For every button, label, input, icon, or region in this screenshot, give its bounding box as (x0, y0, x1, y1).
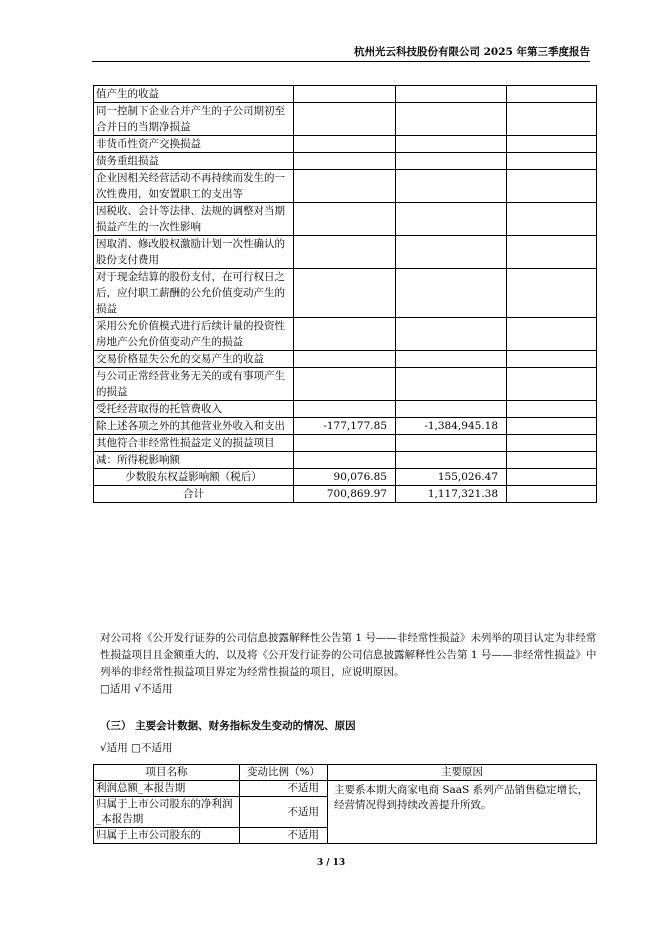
amount-cell (396, 136, 507, 153)
amount-cell (396, 236, 507, 269)
item-label: 除上述各项之外的其他营业外收入和支出 (94, 418, 294, 435)
amount-cell (507, 401, 597, 418)
amount-cell (294, 153, 396, 170)
amount-cell (294, 136, 396, 153)
amount-cell (396, 351, 507, 368)
amount-cell (507, 103, 597, 136)
amount-cell (507, 86, 597, 103)
item-label: 企业因相关经营活动不再持续而发生的一次性费用，如安置职工的支出等 (94, 170, 294, 203)
table-row (94, 401, 597, 418)
amount-cell (294, 86, 396, 103)
amount-cell: 700,869.97 (294, 486, 396, 503)
item-label: 交易价格显失公允的交易产生的收益 (94, 351, 294, 368)
item-label: 与公司正常经营业务无关的或有事项产生的损益 (94, 368, 294, 401)
table-row (94, 351, 597, 368)
item-name: 归属于上市公司股东的净利润_本报告期 (94, 797, 240, 828)
table-row (94, 452, 597, 469)
item-label: 受托经营取得的托管费收入 (94, 401, 294, 418)
amount-cell (294, 368, 396, 401)
report-header: 杭州光云科技股份有限公司 2025 年第三季度报告 (92, 44, 590, 62)
item-name: 利润总额_本报告期 (94, 781, 240, 797)
amount-cell (294, 236, 396, 269)
item-label: 其他符合非经常性损益定义的损益项目 (94, 435, 294, 452)
non-recurring-items-table (93, 85, 597, 503)
item-label: 因取消、修改股权激励计划一次性确认的股份支付费用 (94, 236, 294, 269)
item-label: 合计 (94, 486, 294, 503)
table-row (94, 318, 597, 351)
amount-cell (507, 136, 597, 153)
amount-cell (294, 170, 396, 203)
amount-cell (396, 269, 507, 318)
amount-cell (507, 368, 597, 401)
amount-cell: 1,117,321.38 (396, 486, 507, 503)
item-label: 减：所得税影响额 (94, 452, 294, 469)
amount-cell (396, 435, 507, 452)
header-item-name: 项目名称 (94, 765, 240, 781)
table-row (94, 418, 597, 435)
amount-cell (294, 452, 396, 469)
amount-cell: -177,177.85 (294, 418, 396, 435)
amount-cell (294, 351, 396, 368)
main-reason: 主要系本期大商家电商 SaaS 系列产品销售稳定增长，经营情况得到持续改善提升所致。 (328, 781, 597, 844)
item-label: 债务重组损益 (94, 153, 294, 170)
table-row (94, 153, 597, 170)
amount-cell (507, 452, 597, 469)
amount-cell (396, 153, 507, 170)
note-applicability: □适用 √不适用 (100, 683, 173, 695)
table-row (94, 136, 597, 153)
table-row (94, 269, 597, 318)
amount-cell (294, 435, 396, 452)
amount-cell: -1,384,945.18 (396, 418, 507, 435)
amount-cell (507, 203, 597, 236)
amount-cell (294, 318, 396, 351)
amount-cell: 155,026.47 (396, 469, 507, 486)
change-ratio: 不适用 (240, 797, 328, 828)
amount-cell (294, 269, 396, 318)
item-label: 因税收、会计等法律、法规的调整对当期损益产生的一次性影响 (94, 203, 294, 236)
table-row (94, 469, 597, 486)
amount-cell (396, 203, 507, 236)
item-name: 归属于上市公司股东的 (94, 828, 240, 844)
amount-cell (507, 469, 597, 486)
amount-cell (396, 103, 507, 136)
header-main-reason: 主要原因 (328, 765, 597, 781)
amount-cell (507, 318, 597, 351)
change-reasons-table (93, 764, 597, 844)
section-3-applicability: √适用 □不适用 (100, 742, 173, 754)
amount-cell (294, 103, 396, 136)
amount-cell (396, 318, 507, 351)
amount-cell (396, 452, 507, 469)
amount-cell (507, 351, 597, 368)
item-label: 少数股东权益影响额（税后） (94, 469, 294, 486)
amount-cell (294, 203, 396, 236)
amount-cell (507, 269, 597, 318)
amount-cell (507, 486, 597, 503)
table-row (94, 236, 597, 269)
amount-cell (507, 170, 597, 203)
amount-cell (507, 418, 597, 435)
section-3-title: （三） 主要会计数据、财务指标发生变动的情况、原因 (100, 720, 356, 732)
change-ratio: 不适用 (240, 781, 328, 797)
amount-cell (507, 153, 597, 170)
page-number: 3 / 13 (316, 858, 346, 868)
amount-cell (396, 401, 507, 418)
item-label: 同一控制下企业合并产生的子公司期初至合并日的当期净损益 (94, 103, 294, 136)
table-row (94, 103, 597, 136)
table-row (94, 781, 597, 797)
table-row (94, 203, 597, 236)
table-row (94, 86, 597, 103)
amount-cell (396, 170, 507, 203)
change-ratio: 不适用 (240, 828, 328, 844)
item-label: 非货币性资产交换损益 (94, 136, 294, 153)
item-label: 值产生的收益 (94, 86, 294, 103)
table-header-row (94, 765, 597, 781)
header-change-ratio: 变动比例（%） (240, 765, 328, 781)
table-row (94, 170, 597, 203)
amount-cell (396, 368, 507, 401)
table-row (94, 486, 597, 503)
amount-cell (507, 236, 597, 269)
amount-cell: 90,076.85 (294, 469, 396, 486)
item-label: 采用公允价值模式进行后续计量的投资性房地产公允价值变动产生的损益 (94, 318, 294, 351)
note-paragraph: 对公司将《公开发行证券的公司信息披露解释性公告第 1 号——非经常性损益》未列举的项目认定为非经常性损益项目且金额重大的，以及将《公开发行证券的公司信息披露解释性公告第 1 号——非经常性损益》中列举的非经常性损益项目界定为经常性损益的项目，应说明原因。 (100, 632, 597, 678)
amount-cell (507, 435, 597, 452)
item-label: 对于现金结算的股份支付，在可行权日之后，应付职工薪酬的公允价值变动产生的损益 (94, 269, 294, 318)
table-row (94, 368, 597, 401)
table-row (94, 435, 597, 452)
amount-cell (294, 401, 396, 418)
amount-cell (396, 86, 507, 103)
